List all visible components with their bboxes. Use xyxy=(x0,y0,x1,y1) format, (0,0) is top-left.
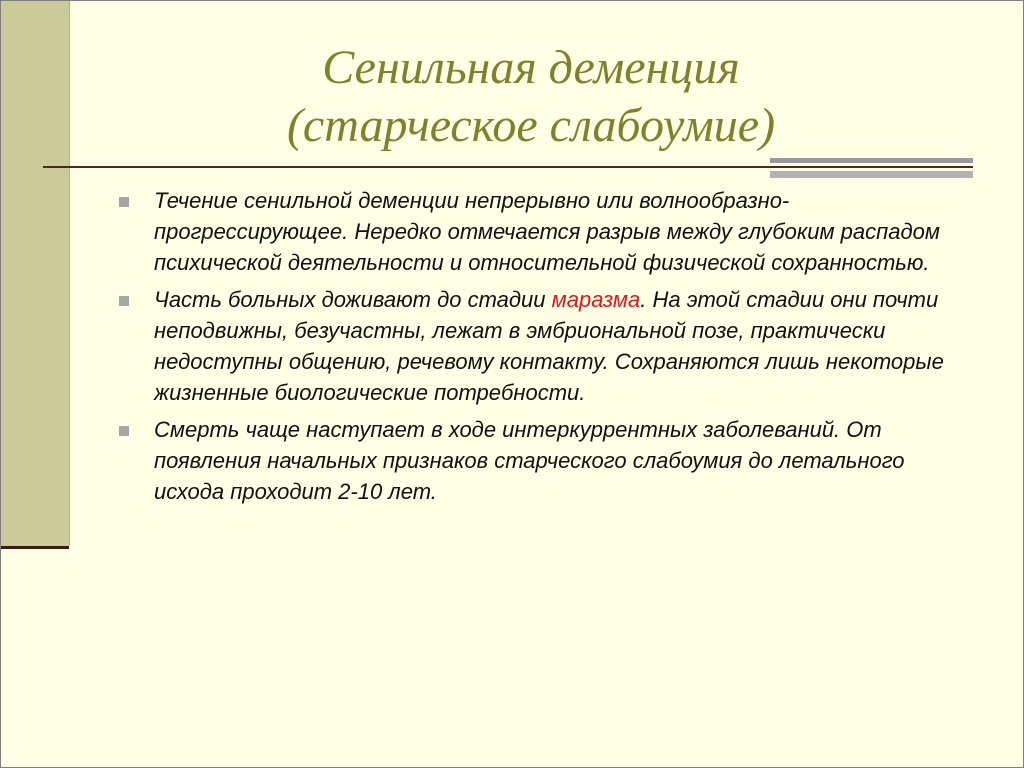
title-divider-accent xyxy=(770,158,973,177)
bullet-text-before: Часть больных доживают до стадии xyxy=(154,287,552,312)
bullet-item xyxy=(117,185,967,278)
square-bullet-icon xyxy=(119,426,129,436)
title-line-1: Сенильная деменция xyxy=(322,41,740,94)
accent-bar-bottom xyxy=(770,171,973,178)
bullet-text: Смерть чаще наступает в ходе интеркуррентных заболеваний. От появления начальных признаков старческого слабоумия до летального исхода проходит 2-10 лет. xyxy=(154,417,905,504)
square-bullet-icon xyxy=(119,197,129,207)
bullet-text: Течение сенильной деменции непрерывно или волнообразно-прогрессирующее. Нередко отмечается разрыв между глубоким распадом психической деятельности и относительной физической сохранностью. xyxy=(154,188,940,275)
highlighted-term: маразма xyxy=(551,287,641,312)
bullet-item xyxy=(117,414,967,507)
bullet-item xyxy=(117,284,967,408)
accent-bar-top xyxy=(770,158,973,163)
side-decor-rule xyxy=(1,546,69,549)
slide-title xyxy=(121,39,941,155)
bullet-list xyxy=(117,185,967,513)
square-bullet-icon xyxy=(119,296,129,306)
side-decor-panel xyxy=(1,1,70,546)
title-line-2: (старческое слабоумие) xyxy=(286,99,776,152)
bullet-text-after: . На этой стадии они почти неподвижны, безучастны, лежат в эмбриональной позе, практически недоступны общению, речевому контакту. Сохраняются лишь некоторые жизненные биологические потребности. xyxy=(154,287,944,405)
